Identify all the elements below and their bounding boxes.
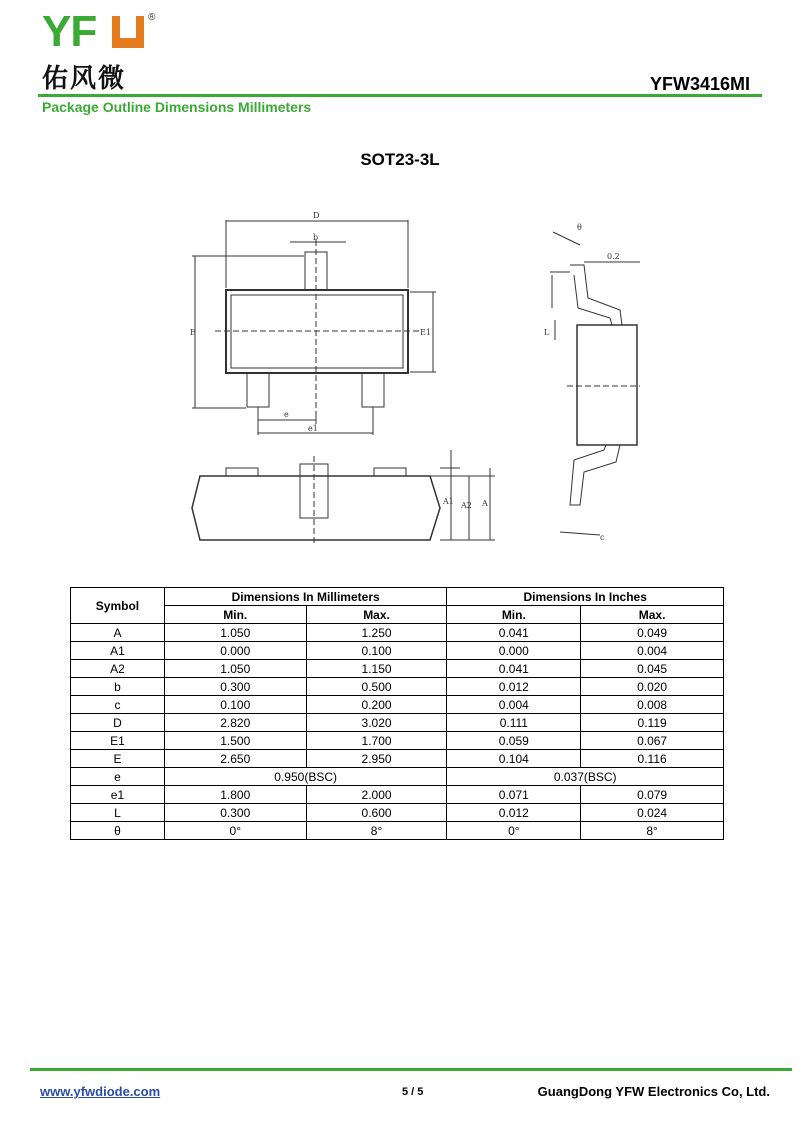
cell-in-min: 0.059 — [447, 732, 581, 750]
cell-in-min: 0.012 — [447, 804, 581, 822]
cell-mm-min: 0.000 — [164, 642, 306, 660]
logo-chinese-name: 佑风微 — [42, 64, 127, 94]
cell-mm-max: 3.020 — [306, 714, 447, 732]
cell-in-min: 0.111 — [447, 714, 581, 732]
table-row — [71, 642, 724, 660]
cell-in-max: 0.008 — [581, 696, 724, 714]
cell-symbol: D — [71, 714, 165, 732]
table-row — [71, 696, 724, 714]
cell-in-max: 0.079 — [581, 786, 724, 804]
cell-symbol: E — [71, 750, 165, 768]
label-L: L — [544, 328, 550, 337]
in-min-header: Min. — [447, 606, 581, 624]
symbol-header: Symbol — [71, 588, 165, 624]
cell-in-max: 0.045 — [581, 660, 724, 678]
label-E1: E1 — [420, 328, 431, 337]
cell-symbol: θ — [71, 822, 165, 840]
cell-mm-min: 2.650 — [164, 750, 306, 768]
label-A1: A1 — [443, 497, 454, 506]
table-row — [71, 768, 724, 786]
table-row — [71, 660, 724, 678]
cell-mm-max: 2.000 — [306, 786, 447, 804]
cell-in-min: 0.000 — [447, 642, 581, 660]
cell-symbol: b — [71, 678, 165, 696]
cell-symbol: e1 — [71, 786, 165, 804]
cell-mm-max: 2.950 — [306, 750, 447, 768]
label-c: c — [600, 533, 605, 542]
logo-mark-w-icon — [112, 16, 144, 48]
cell-symbol: L — [71, 804, 165, 822]
logo-mark-yf: YF — [42, 7, 97, 56]
cell-in-min: 0° — [447, 822, 581, 840]
table-row — [71, 624, 724, 642]
cell-symbol: E1 — [71, 732, 165, 750]
cell-mm-max: 0.500 — [306, 678, 447, 696]
mm-min-header: Min. — [164, 606, 306, 624]
package-outline-drawing — [0, 200, 800, 560]
cell-mm-max: 1.150 — [306, 660, 447, 678]
cell-in-max: 0.020 — [581, 678, 724, 696]
cell-in-max: 0.119 — [581, 714, 724, 732]
label-theta: θ — [577, 223, 582, 232]
label-e1: e1 — [308, 424, 318, 433]
company-name: GuangDong YFW Electronics Co, Ltd. — [537, 1084, 770, 1099]
label-gauge: 0.2 — [607, 252, 620, 261]
cell-symbol: A2 — [71, 660, 165, 678]
table-row — [71, 678, 724, 696]
table-row — [71, 732, 724, 750]
cell-mm-min: 0.300 — [164, 678, 306, 696]
cell-mm-min: 1.800 — [164, 786, 306, 804]
cell-mm-min: 1.050 — [164, 624, 306, 642]
cell-mm-min: 1.500 — [164, 732, 306, 750]
label-E: E — [190, 328, 196, 337]
cell-in-max: 0.024 — [581, 804, 724, 822]
cell-symbol: A — [71, 624, 165, 642]
inch-header: Dimensions In Inches — [447, 588, 724, 606]
cell-in-min: 0.041 — [447, 624, 581, 642]
cell-in-max: 0.004 — [581, 642, 724, 660]
cell-symbol: A1 — [71, 642, 165, 660]
cell-in-min: 0.004 — [447, 696, 581, 714]
package-title: SOT23-3L — [360, 150, 440, 169]
cell-mm-min: 0° — [164, 822, 306, 840]
table-row — [71, 714, 724, 732]
cell-mm-max: 0.200 — [306, 696, 447, 714]
dimensions-table — [70, 587, 724, 840]
label-b: b — [313, 233, 319, 242]
section-title: Package Outline Dimensions Millimeters — [42, 99, 312, 115]
label-D: D — [313, 211, 320, 220]
table-row — [71, 804, 724, 822]
cell-mm-max: 0.600 — [306, 804, 447, 822]
cell-mm-min: 0.100 — [164, 696, 306, 714]
cell-mm-bsc: 0.950(BSC) — [164, 768, 447, 786]
cell-in-max: 8° — [581, 822, 724, 840]
cell-mm-max: 8° — [306, 822, 447, 840]
cell-in-min: 0.104 — [447, 750, 581, 768]
cell-in-min: 0.041 — [447, 660, 581, 678]
cell-in-min: 0.071 — [447, 786, 581, 804]
mm-header: Dimensions In Millimeters — [164, 588, 447, 606]
cell-in-max: 0.116 — [581, 750, 724, 768]
table-row — [71, 786, 724, 804]
top-view — [192, 220, 436, 435]
registered-mark: ® — [148, 12, 156, 23]
cell-mm-min: 2.820 — [164, 714, 306, 732]
page-number: 5 / 5 — [402, 1086, 424, 1098]
cell-mm-max: 1.250 — [306, 624, 447, 642]
label-A2: A2 — [461, 501, 472, 510]
part-number: YFW3416MI — [649, 74, 750, 94]
cell-mm-max: 1.700 — [306, 732, 447, 750]
company-logo — [42, 7, 162, 94]
in-max-header: Max. — [581, 606, 724, 624]
cell-mm-max: 0.100 — [306, 642, 447, 660]
mm-max-header: Max. — [306, 606, 447, 624]
cell-in-bsc: 0.037(BSC) — [447, 768, 724, 786]
website-link[interactable]: www.yfwdiode.com — [40, 1084, 161, 1099]
cell-mm-min: 1.050 — [164, 660, 306, 678]
label-A: A — [482, 499, 488, 508]
footer-divider — [30, 1068, 792, 1071]
end-view — [550, 232, 640, 535]
cell-mm-min: 0.300 — [164, 804, 306, 822]
cell-in-max: 0.049 — [581, 624, 724, 642]
header-divider — [38, 94, 762, 97]
cell-symbol: c — [71, 696, 165, 714]
label-e: e — [284, 410, 289, 419]
cell-in-max: 0.067 — [581, 732, 724, 750]
cell-in-min: 0.012 — [447, 678, 581, 696]
table-row — [71, 822, 724, 840]
cell-symbol: e — [71, 768, 165, 786]
table-row — [71, 750, 724, 768]
